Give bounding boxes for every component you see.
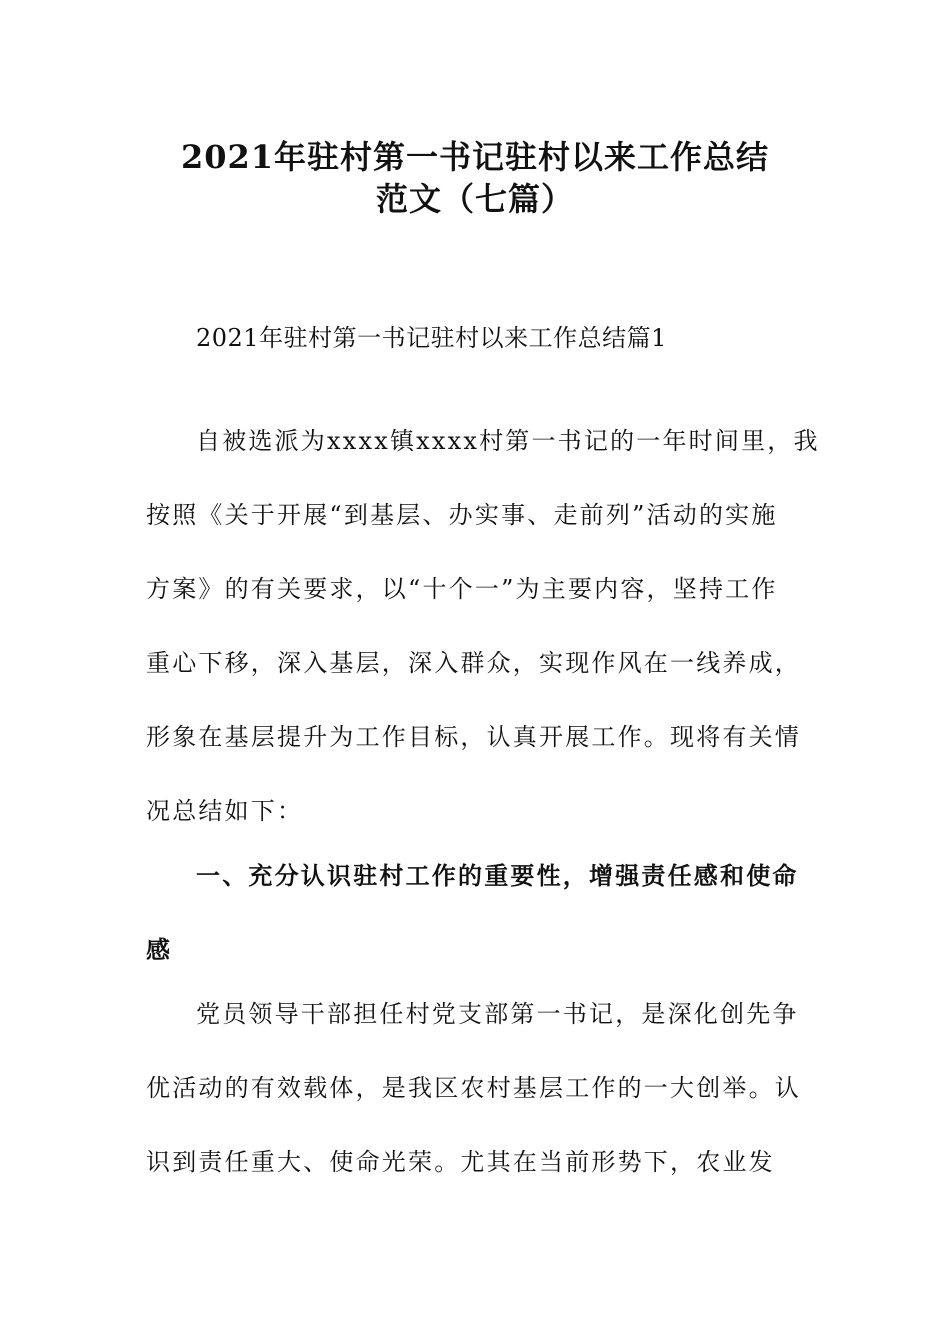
paragraph-2-line-2: 优活动的有效载体，是我区农村基层工作的一大创举。认 bbox=[146, 1074, 801, 1102]
document-subtitle: 2021年驻村第一书记驻村以来工作总结篇1 bbox=[196, 324, 667, 352]
paragraph-1-line-5: 形象在基层提升为工作目标，认真开展工作。现将有关情 bbox=[146, 723, 801, 751]
section-heading-line-2: 感 bbox=[146, 935, 173, 964]
paragraph-1-line-2: 按照《关于开展“到基层、办实事、走前列”活动的实施 bbox=[146, 501, 778, 529]
section-heading-line-1: 一、充分认识驻村工作的重要性，增强责任感和使命 bbox=[196, 861, 799, 890]
document-title-line-1: 2021年驻村第一书记驻村以来工作总结 bbox=[180, 138, 770, 176]
paragraph-1-line-4: 重心下移，深入基层，深入群众，实现作风在一线养成， bbox=[146, 649, 801, 677]
paragraph-2-line-3: 识到责任重大、使命光荣。尤其在当前形势下，农业发 bbox=[146, 1148, 775, 1176]
document-title-line-2: 范文（七篇） bbox=[375, 180, 574, 218]
paragraph-2-line-1: 党员领导干部担任村党支部第一书记，是深化创先争 bbox=[196, 1000, 799, 1028]
paragraph-1-line-6: 况总结如下： bbox=[146, 797, 304, 825]
paragraph-1-line-3: 方案》的有关要求，以“十个一”为主要内容，坚持工作 bbox=[146, 575, 778, 603]
paragraph-1-line-1: 自被选派为xxxx镇xxxx村第一书记的一年时间里，我 bbox=[196, 427, 820, 455]
